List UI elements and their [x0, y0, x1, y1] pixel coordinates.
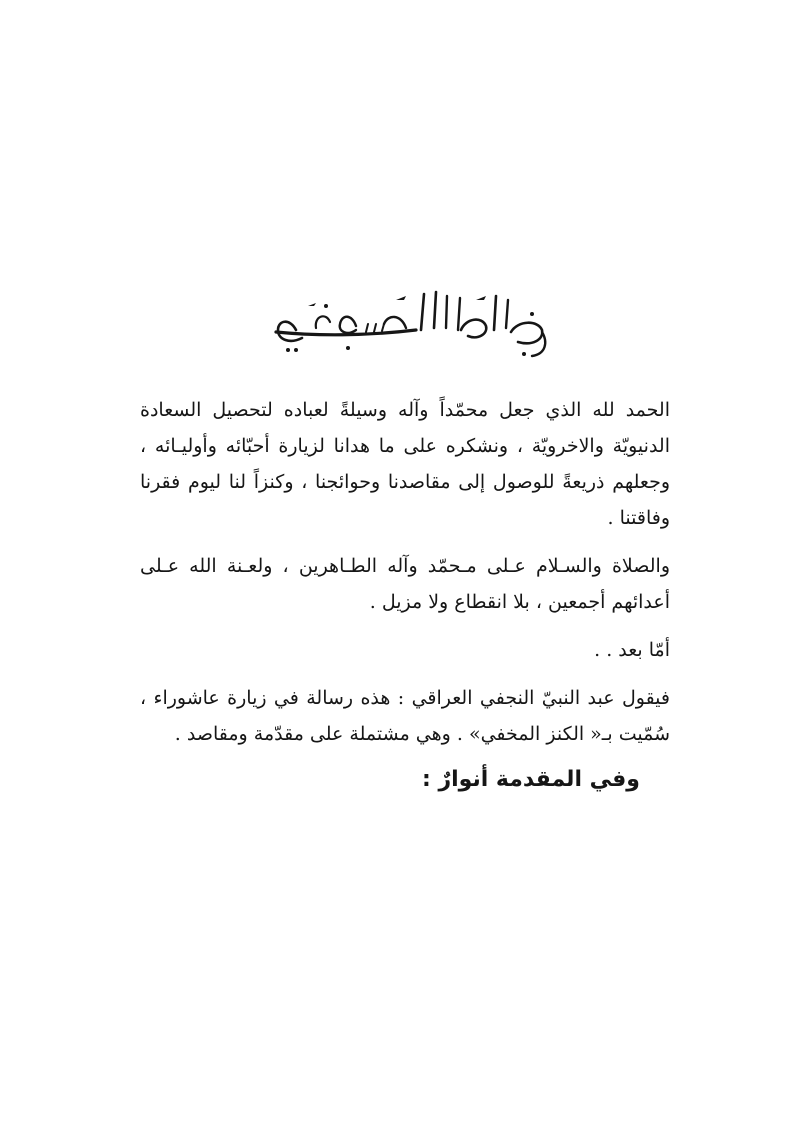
paragraph-salutation: والصلاة والسـلام عـلى مـحمّد وآله الطـاهرين ، ولعـنة الله عـلى أعدائهم أجمعين ، بلا انقطاع ولا مزيل .: [140, 555, 670, 613]
paragraph-amma-baad: أمّا بعد . .: [594, 639, 670, 661]
body-text: [140, 392, 670, 798]
paragraph-praise: الحمد لله الذي جعل محمّداً وآله وسيلةً لعباده لتحصيل السعادة الدنيويّة والاخرويّة ، ونشكره على ما هدانا لزيارة أحبّائه وأوليـائه ، وجعلهم ذريعةً للوصول إلى مقاصدنا وحوائجنا ، وكنزاً لنا ليوم فقرنا وفاقتنا .: [140, 399, 670, 529]
section-heading: وفي المقدمة أنوارٌ :: [422, 767, 640, 792]
basmala-calligraphy-art: [256, 270, 556, 360]
paragraph-intro: فيقول عبد النبيّ النجفي العراقي : هذه رسالة في زيارة عاشوراء ، سُمّيت بـ« الكنز المخفي» . وهي مشتملة على مقدّمة ومقاصد .: [140, 687, 670, 745]
basmala-calligraphy: [0, 270, 812, 360]
